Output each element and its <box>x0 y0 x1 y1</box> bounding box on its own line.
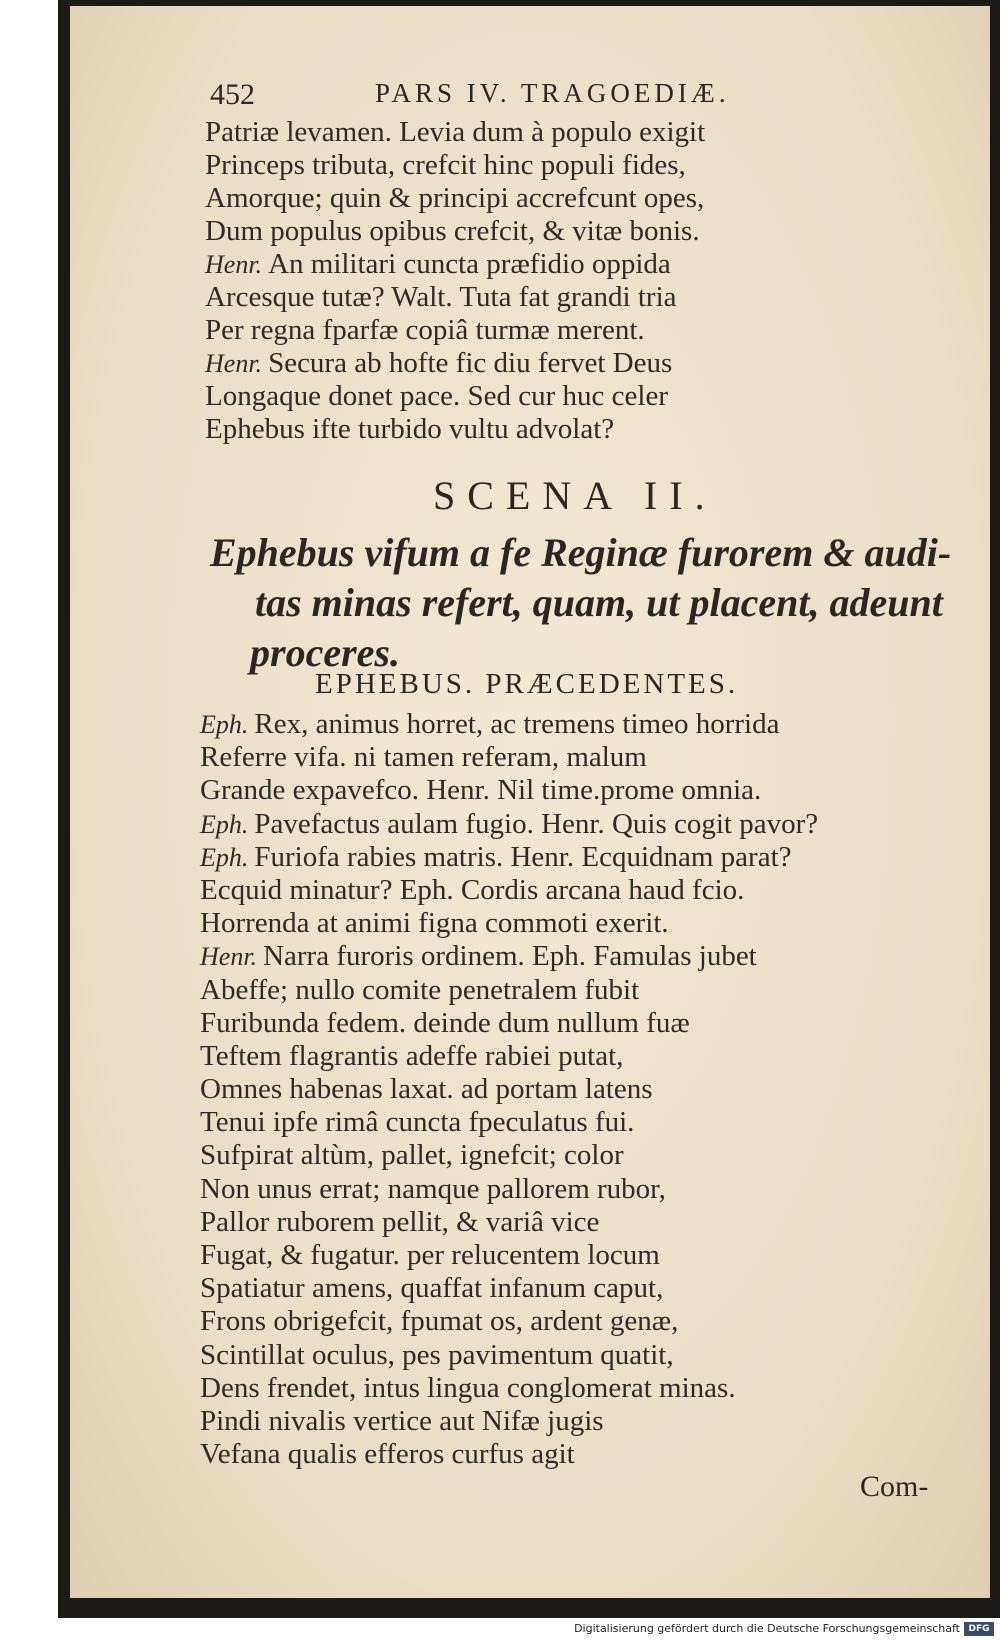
verse-line <box>200 1405 960 1438</box>
verse-block-top <box>205 116 945 446</box>
verse-text: Fugat, & fugatur. per relucentem locum <box>200 1239 660 1271</box>
verse-line <box>200 1239 960 1272</box>
verse-line <box>200 1139 960 1172</box>
footer <box>0 1620 1000 1640</box>
verse-text: Spatiatur amens, quaffat infanum caput, <box>200 1272 664 1305</box>
verse-text: Ecquid minatur? Eph. Cordis arcana haud fcio. <box>200 873 745 906</box>
verse-line <box>200 874 960 907</box>
verse-text: Teftem flagrantis adeffe rabiei putat, <box>200 1039 624 1072</box>
verse-text: Furibunda fedem. deinde dum nullum fuæ <box>200 1006 690 1039</box>
verse-line <box>200 774 960 807</box>
verse-line <box>200 741 960 774</box>
verse-text: Sufpirat altùm, pallet, ignefcit; color <box>200 1139 624 1172</box>
verse-text: Longaque donet pace. Sed cur huc celer <box>205 380 668 412</box>
verse-text: Pallor ruborem pellit, & variâ vice <box>200 1205 600 1238</box>
speaker-label: Eph. <box>200 809 249 839</box>
verse-text: Pavefactus aulam fugio. Henr. Quis cogit pavor? <box>254 807 819 840</box>
verse-line <box>205 248 945 281</box>
verse-line <box>200 1305 960 1338</box>
verse-text: Referre vifa. ni tamen referam, malum <box>200 741 647 774</box>
page-number: 452 <box>210 78 255 111</box>
verse-text: Non unus errat; namque pallorem rubor, <box>200 1172 666 1205</box>
verse-text: Furiofa rabies matris. Henr. Ecquidnam parat? <box>254 840 792 873</box>
scene-argument <box>210 528 950 678</box>
catchword: Com- <box>860 1470 929 1503</box>
verse-text: Pindi nivalis vertice aut Nifæ jugis <box>200 1404 604 1437</box>
verse-line <box>200 907 960 940</box>
verse-line <box>200 1040 960 1073</box>
verse-line <box>205 182 945 215</box>
verse-text: Patriæ levamen. Levia dum à populo exigit <box>205 116 706 148</box>
speaker-label: Henr. <box>205 250 263 279</box>
verse-line <box>205 215 945 248</box>
verse-text: Arcesque tutæ? Walt. Tuta fat grandi tria <box>205 281 677 313</box>
argument-line: tas minas refert, quam, ut placent, adeunt <box>255 580 943 625</box>
verse-line <box>200 1206 960 1239</box>
verse-line <box>200 1007 960 1040</box>
verse-line <box>200 974 960 1007</box>
argument-line: proceres. <box>250 630 400 675</box>
verse-line <box>205 281 945 314</box>
scene-heading: SCENA II. <box>433 473 717 518</box>
digitization-credit: Digitalisierung gefördert durch die Deutsche Forschungsgemeinschaft <box>574 1622 960 1635</box>
verse-text: Narra furoris ordinem. Eph. Famulas jubet <box>263 940 757 973</box>
running-title: PARS IV. TRAGOEDIÆ. <box>375 78 730 108</box>
verse-line <box>200 1106 960 1139</box>
verse-text: Rex, animus horret, ac tremens timeo horrida <box>254 708 780 740</box>
verse-text: Dum populus opibus crefcit, & vitæ bonis. <box>205 215 700 247</box>
verse-line <box>200 1372 960 1405</box>
verse-line <box>200 708 960 741</box>
verse-text: Omnes habenas laxat. ad portam latens <box>200 1073 653 1106</box>
verse-line <box>200 808 960 841</box>
verse-text: Horrenda at animi figna commoti exerit. <box>200 907 669 940</box>
verse-line <box>205 314 945 347</box>
verse-text: Ephebus ifte turbido vultu advolat? <box>205 413 615 445</box>
verse-text: Abeffe; nullo comite penetralem fubit <box>200 973 640 1006</box>
speaker-label: Eph. <box>200 710 249 739</box>
running-head <box>210 78 830 118</box>
verse-line <box>205 413 945 446</box>
verse-block-dialogue <box>200 708 960 1471</box>
verse-line <box>205 149 945 182</box>
argument-line: Ephebus vifum a fe Reginæ furorem & audi- <box>210 530 952 575</box>
verse-line <box>200 940 960 973</box>
scan-border <box>990 0 1000 1618</box>
verse-text: Per regna fparfæ copiâ turmæ merent. <box>205 314 645 346</box>
speaker-label: Henr. <box>205 349 263 378</box>
verse-line <box>200 1438 960 1471</box>
dramatis-personae: EPHEBUS. PRÆCEDENTES. <box>315 668 739 700</box>
verse-line <box>205 347 945 380</box>
speaker-label: Eph. <box>200 842 249 872</box>
verse-line <box>200 1272 960 1305</box>
verse-line <box>200 1339 960 1372</box>
verse-text: Vefana qualis efferos curfus agit <box>200 1438 575 1471</box>
verse-text: Secura ab hofte fic diu fervet Deus <box>268 347 673 379</box>
verse-line <box>205 380 945 413</box>
dfg-logo: DFG <box>964 1622 994 1636</box>
speaker-label: Henr. <box>200 942 258 972</box>
verse-text: Grande expavefco. Henr. Nil time.prome omnia. <box>200 774 762 807</box>
verse-line <box>205 116 945 149</box>
verse-line <box>200 1173 960 1206</box>
verse-text: Scintillat oculus, pes pavimentum quatit, <box>200 1338 674 1371</box>
verse-text: Frons obrigefcit, fpumat os, ardent genæ, <box>200 1305 679 1338</box>
verse-text: Amorque; quin & principi accrefcunt opes, <box>205 182 705 214</box>
verse-line <box>200 841 960 874</box>
verse-line <box>200 1073 960 1106</box>
verse-text: An militari cuncta præfidio oppida <box>268 248 671 280</box>
verse-text: Dens frendet, intus lingua conglomerat minas. <box>200 1371 736 1404</box>
verse-text: Princeps tributa, crefcit hinc populi fides, <box>205 149 686 181</box>
verse-text: Tenui ipfe rimâ cuncta fpeculatus fui. <box>200 1106 635 1139</box>
